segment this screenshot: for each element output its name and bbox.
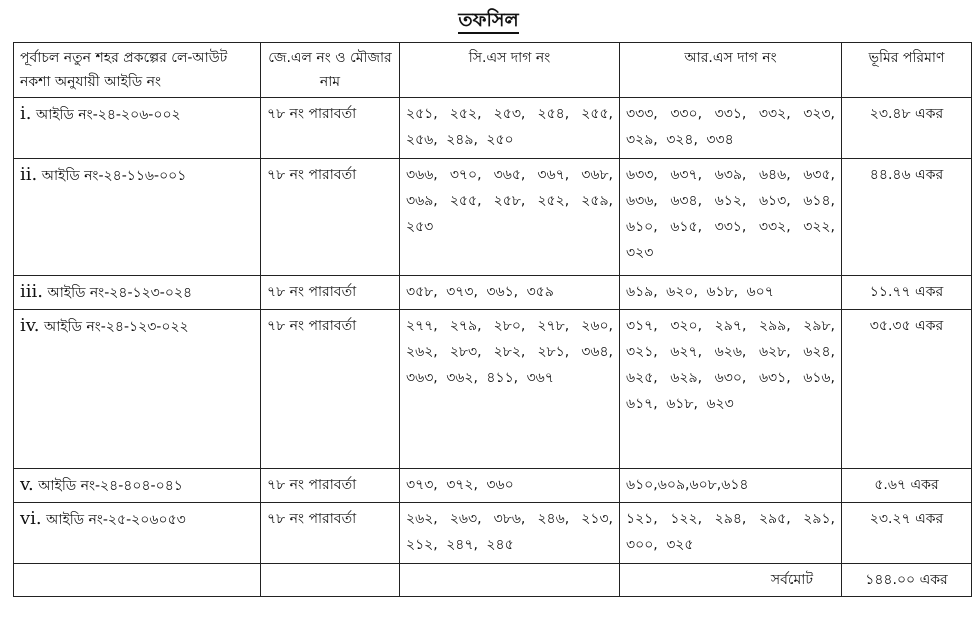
- cs-cell: ৩৬৬, ৩৭০, ৩৬৫, ৩৬৭, ৩৬৮, ৩৬৯, ২৫৫, ২৫৮, ২৫২, ২৫৯, ২৫৩: [400, 159, 620, 276]
- table-row: [14, 98, 972, 159]
- table-row: [14, 159, 972, 276]
- empty-cell: [261, 564, 400, 597]
- jl-cell: ৭৮ নং পারাবর্তা: [261, 310, 400, 469]
- table-row: [14, 503, 972, 564]
- total-label: সর্বমোট: [620, 564, 842, 597]
- jl-cell: ৭৮ নং পারাবর্তা: [261, 159, 400, 276]
- table-row: [14, 276, 972, 310]
- header-cs-dag: সি.এস দাগ নং: [400, 43, 620, 98]
- rs-cell: ৩১৭, ৩২০, ২৯৭, ২৯৯, ২৯৮, ৩২১, ৬২৭, ৬২৬, ৬২৮, ৬২৪, ৬২৫, ৬২৯, ৬৩০, ৬৩১, ৬১৬, ৬১৭, ৬১৮, ৬২৩: [620, 310, 842, 469]
- table-row: [14, 310, 972, 469]
- empty-cell: [14, 564, 261, 597]
- id-cell: iii. আইডি নং-২৪-১২৩-০২৪: [14, 276, 261, 310]
- total-row: [14, 564, 972, 597]
- header-jl-mouza: জে.এল নং ও মৌজার নাম: [261, 43, 400, 98]
- header-land-area: ভূমির পরিমাণ: [842, 43, 972, 98]
- area-cell: ৫.৬৭ একর: [842, 469, 972, 503]
- jl-cell: ৭৮ নং পারাবর্তা: [261, 503, 400, 564]
- jl-cell: ৭৮ নং পারাবর্তা: [261, 469, 400, 503]
- area-cell: ২৩.২৭ একর: [842, 503, 972, 564]
- id-cell: vi. আইডি নং-২৫-২০৬০৫৩: [14, 503, 261, 564]
- cs-cell: ২৫১, ২৫২, ২৫৩, ২৫৪, ২৫৫, ২৫৬, ২৪৯, ২৫০: [400, 98, 620, 159]
- header-rs-dag: আর.এস দাগ নং: [620, 43, 842, 98]
- cs-cell: ৩৫৮, ৩৭৩, ৩৬১, ৩৫৯: [400, 276, 620, 310]
- header-id: পূর্বাচল নতুন শহর প্রকল্পের লে-আউট নকশা অনুযায়ী আইডি নং: [14, 43, 261, 98]
- header-row: [14, 43, 972, 98]
- id-cell: v. আইডি নং-২৪-৪০৪-০৪১: [14, 469, 261, 503]
- total-value: ১৪৪.০০ একর: [842, 564, 972, 597]
- rs-cell: ৬১৯, ৬২০, ৬১৮, ৬০৭: [620, 276, 842, 310]
- rs-cell: ৩৩৩, ৩৩০, ৩৩১, ৩৩২, ৩২৩, ৩২৯, ৩২৪, ৩৩৪: [620, 98, 842, 159]
- id-cell: ii. আইডি নং-২৪-১১৬-০০১: [14, 159, 261, 276]
- id-cell: iv. আইডি নং-২৪-১২৩-০২২: [14, 310, 261, 469]
- cs-cell: ২৬২, ২৬৩, ৩৮৬, ২৪৬, ২১৩, ২১২, ২৪৭, ২৪৫: [400, 503, 620, 564]
- area-cell: ২৩.৪৮ একর: [842, 98, 972, 159]
- empty-cell: [400, 564, 620, 597]
- cs-cell: ২৭৭, ২৭৯, ২৮০, ২৭৮, ২৬০, ২৬২, ২৮৩, ২৮২, ২৮১, ৩৬৪, ৩৬৩, ৩৬২, ৪১১, ৩৬৭: [400, 310, 620, 469]
- table-row: [14, 469, 972, 503]
- rs-cell: ৬১০,৬০৯,৬০৮,৬১৪: [620, 469, 842, 503]
- area-cell: ১১.৭৭ একর: [842, 276, 972, 310]
- area-cell: ৩৫.৩৫ একর: [842, 310, 972, 469]
- rs-cell: ৬৩৩, ৬৩৭, ৬৩৯, ৬৪৬, ৬৩৫, ৬৩৬, ৬৩৪, ৬১২, ৬১৩, ৬১৪, ৬১০, ৬১৫, ৩৩১, ৩৩২, ৩২২, ৩২৩: [620, 159, 842, 276]
- schedule-table: [13, 42, 972, 597]
- area-cell: ৪৪.৪৬ একর: [842, 159, 972, 276]
- jl-cell: ৭৮ নং পারাবর্তা: [261, 276, 400, 310]
- document-title: তফসিল: [0, 6, 977, 38]
- id-cell: i. আইডি নং-২৪-২০৬-০০২: [14, 98, 261, 159]
- jl-cell: ৭৮ নং পারাবর্তা: [261, 98, 400, 159]
- rs-cell: ১২১, ১২২, ২৯৪, ২৯৫, ২৯১, ৩০০, ৩২৫: [620, 503, 842, 564]
- cs-cell: ৩৭৩, ৩৭২, ৩৬০: [400, 469, 620, 503]
